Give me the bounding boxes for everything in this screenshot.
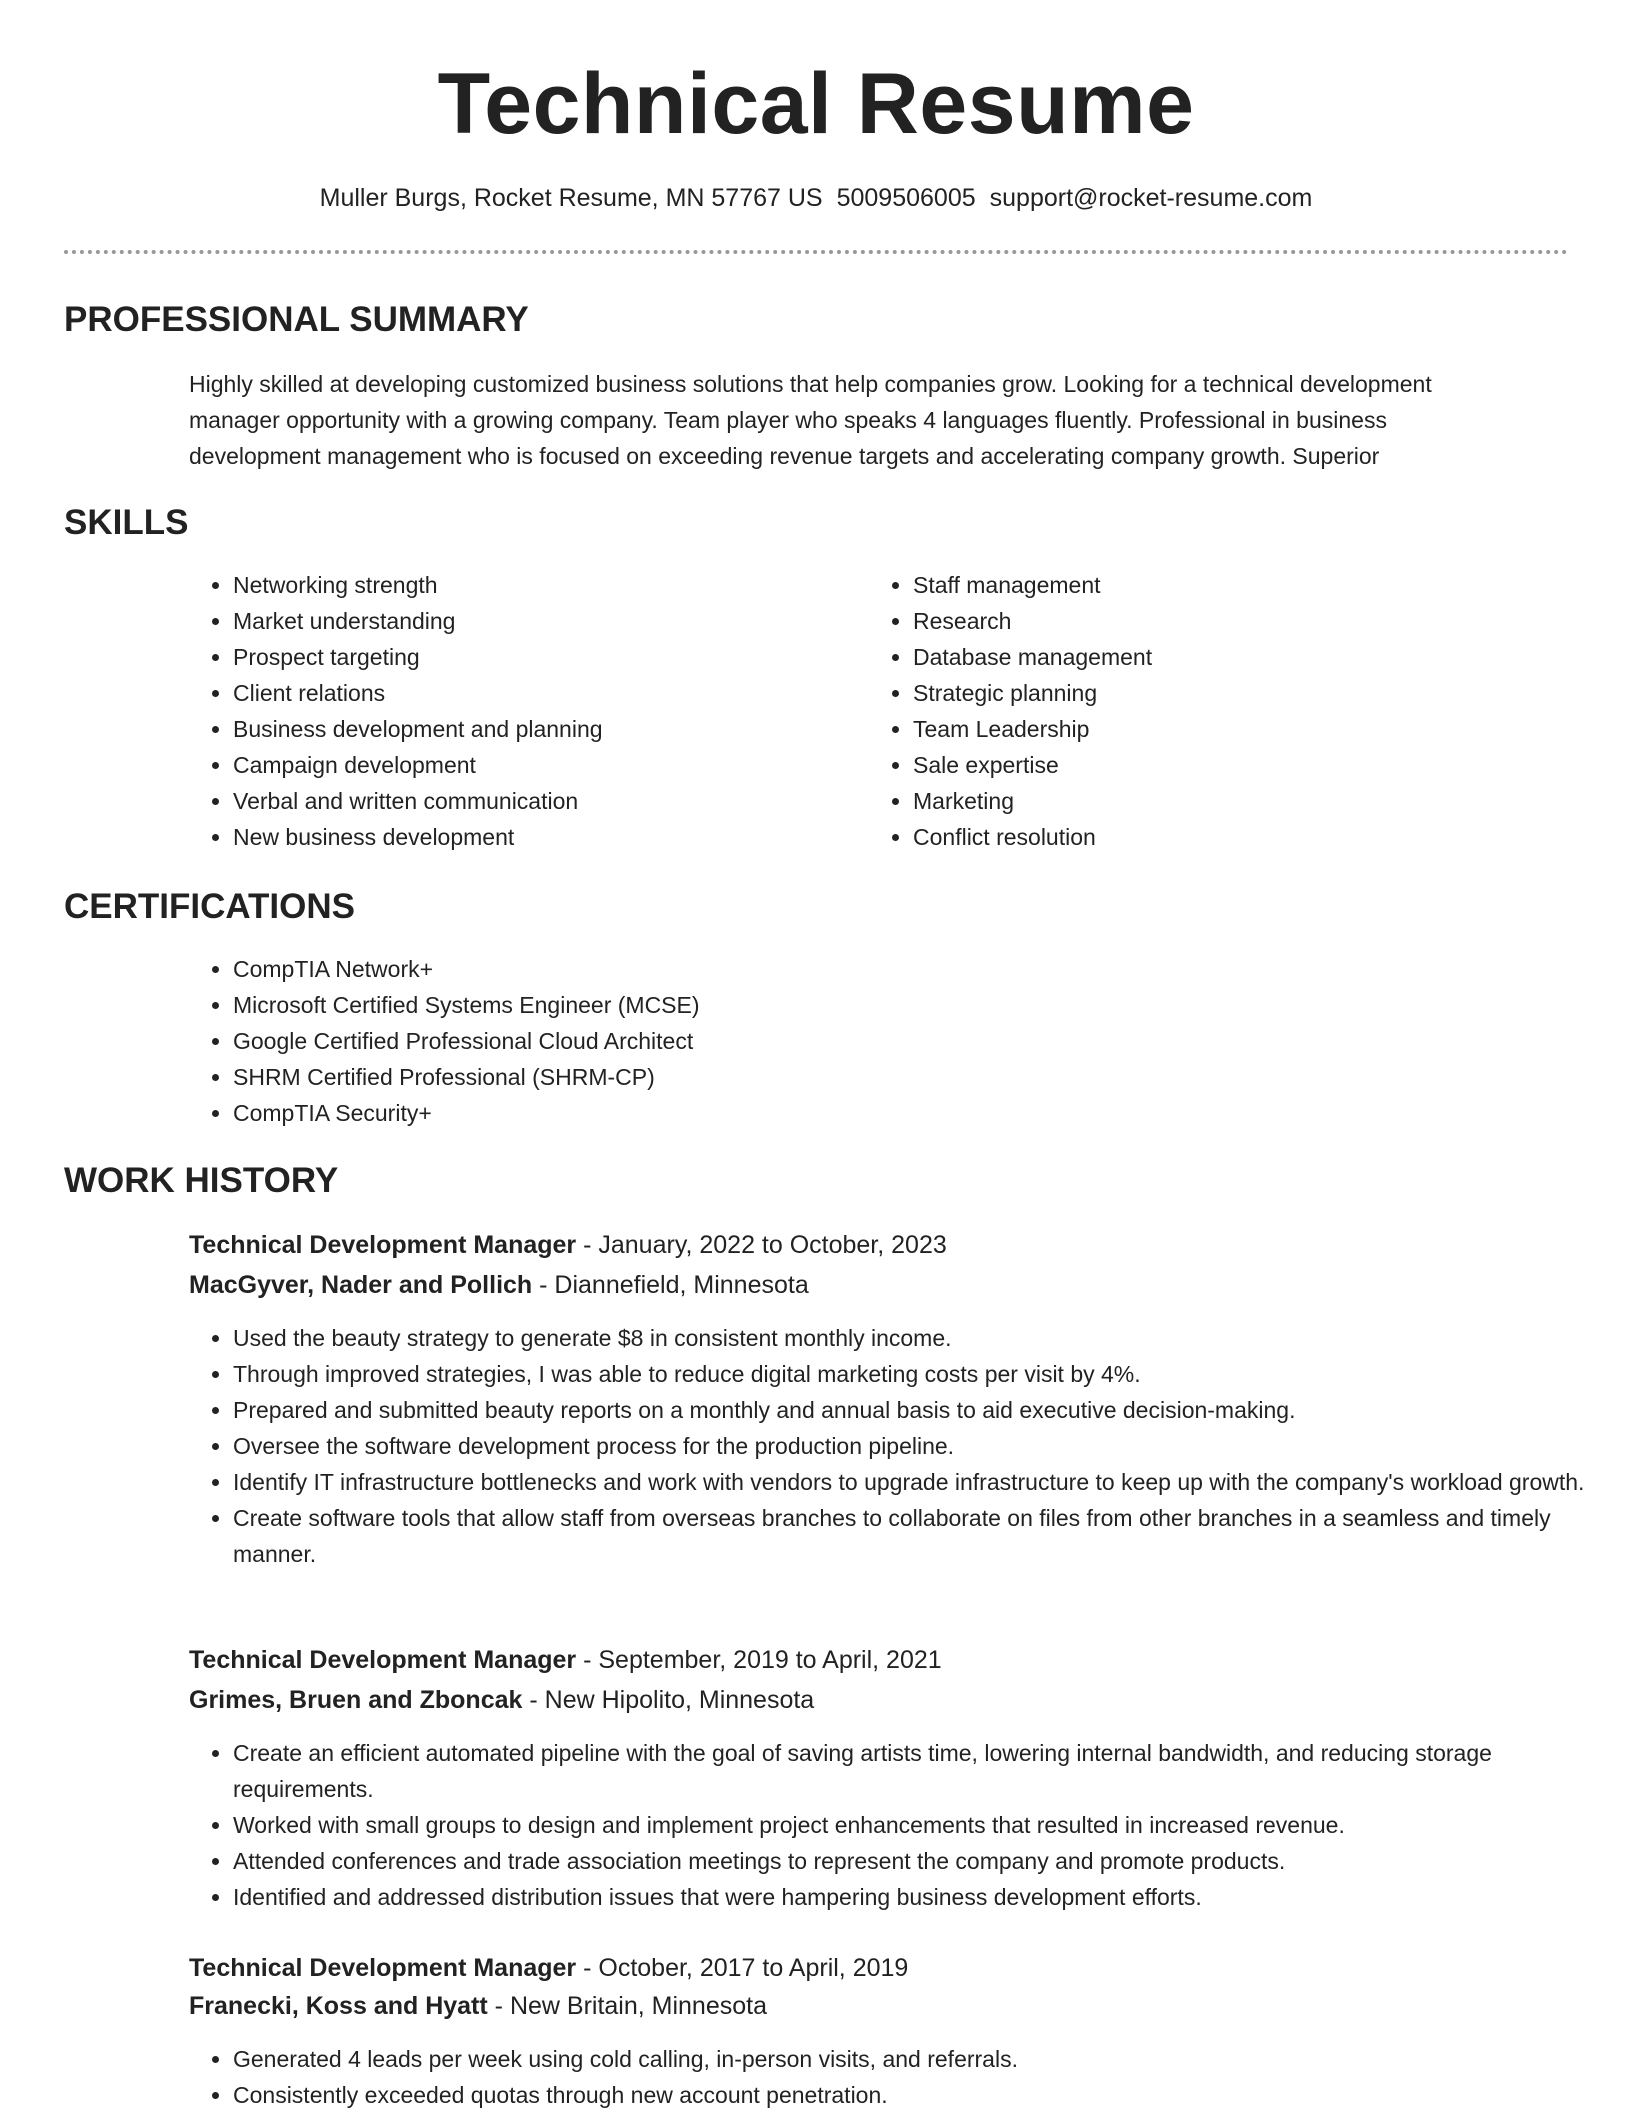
job-bullet: • Identify IT infrastructure bottlenecks and work with vendors to upgrade infrastructure to keep up with the company's workload growth. bbox=[233, 1464, 1613, 1500]
job-bullet: • Oversee the software development process for the production pipeline. bbox=[233, 1428, 1613, 1464]
contact-phone: 5009506005 bbox=[836, 184, 976, 212]
job-bullet: • Used the beauty strategy to generate $8 in consistent monthly income. bbox=[233, 1320, 1613, 1356]
skill-item: • Research bbox=[913, 603, 1533, 639]
skill-item: • Database management bbox=[913, 639, 1533, 675]
job-bullet: • Create software tools that allow staff from overseas branches to collaborate on files from other branches in a seamless and timely manner. bbox=[233, 1500, 1613, 1572]
summary-line: Highly skilled at developing customized business solutions that help companies grow. Looking for a technical development bbox=[189, 371, 1432, 397]
contact-line bbox=[0, 180, 1632, 216]
certification-item: • SHRM Certified Professional (SHRM-CP) bbox=[233, 1059, 1533, 1095]
summary-text bbox=[189, 366, 1569, 474]
certifications-list bbox=[189, 951, 1533, 1131]
job-company-line: Grimes, Bruen and Zboncak - New Hipolito, Minnesota bbox=[189, 1686, 815, 1714]
skill-item: • Marketing bbox=[913, 783, 1533, 819]
summary-heading: PROFESSIONAL SUMMARY bbox=[64, 300, 529, 339]
job-bullet: • Create an efficient automated pipeline with the goal of saving artists time, lowering internal bandwidth, and reducing storage requirements. bbox=[233, 1735, 1613, 1807]
job-bullet: • Generated 4 leads per week using cold calling, in-person visits, and referrals. bbox=[233, 2041, 1613, 2077]
contact-address: Muller Burgs, Rocket Resume, MN 57767 US bbox=[319, 184, 823, 212]
job-title-line: Technical Development Manager - January, 2022 to October, 2023 bbox=[189, 1231, 947, 1259]
skill-item: • Team Leadership bbox=[913, 711, 1533, 747]
job-title-line: Technical Development Manager - October, 2017 to April, 2019 bbox=[189, 1954, 909, 1982]
skill-item: • Strategic planning bbox=[913, 675, 1533, 711]
job-bullet: • Identified and addressed distribution issues that were hampering business development efforts. bbox=[233, 1879, 1613, 1915]
job-company: Grimes, Bruen and Zboncak bbox=[189, 1686, 523, 1714]
certifications-heading: CERTIFICATIONS bbox=[64, 887, 356, 926]
work-history-heading: WORK HISTORY bbox=[64, 1161, 339, 1200]
skill-item: • Networking strength bbox=[233, 567, 853, 603]
certification-item: • CompTIA Network+ bbox=[233, 951, 1533, 987]
job-title: Technical Development Manager bbox=[189, 1231, 577, 1259]
job-bullets bbox=[189, 1735, 1613, 1915]
skill-item: • Client relations bbox=[233, 675, 853, 711]
header-divider bbox=[64, 250, 1568, 254]
skill-item: • Prospect targeting bbox=[233, 639, 853, 675]
skill-item: • Sale expertise bbox=[913, 747, 1533, 783]
job-dates: October, 2017 to April, 2019 bbox=[598, 1954, 909, 1982]
job-location: New Britain, Minnesota bbox=[509, 1992, 767, 2020]
job-dates: January, 2022 to October, 2023 bbox=[598, 1231, 947, 1259]
certification-item: • Microsoft Certified Systems Engineer (MCSE) bbox=[233, 987, 1533, 1023]
skills-heading: SKILLS bbox=[64, 503, 189, 542]
skill-item: • New business development bbox=[233, 819, 853, 855]
job-bullet: • Through improved strategies, I was able to reduce digital marketing costs per visit by 4%. bbox=[233, 1356, 1613, 1392]
job-bullet: • Prepared and submitted beauty reports on a monthly and annual basis to aid executive decision-making. bbox=[233, 1392, 1613, 1428]
summary-line: development management who is focused on exceeding revenue targets and accelerating company growth. Superior bbox=[189, 443, 1380, 469]
job-location: Diannefield, Minnesota bbox=[554, 1271, 809, 1299]
summary-line: manager opportunity with a growing company. Team player who speaks 4 languages fluently. Professional in business bbox=[189, 407, 1387, 433]
job-bullet: • Worked with small groups to design and implement project enhancements that resulted in increased revenue. bbox=[233, 1807, 1613, 1843]
skills-list-left bbox=[189, 567, 853, 855]
skill-item: • Business development and planning bbox=[233, 711, 853, 747]
job-title: Technical Development Manager bbox=[189, 1646, 577, 1674]
skill-item: • Staff management bbox=[913, 567, 1533, 603]
job-bullet: • Consistently exceeded quotas through new account penetration. bbox=[233, 2077, 1613, 2112]
skill-item: • Market understanding bbox=[233, 603, 853, 639]
job-title-line: Technical Development Manager - September, 2019 to April, 2021 bbox=[189, 1646, 942, 1674]
resume-title: Technical Resume bbox=[437, 56, 1195, 152]
job-bullet: • Attended conferences and trade association meetings to represent the company and promote products. bbox=[233, 1843, 1613, 1879]
skill-item: • Conflict resolution bbox=[913, 819, 1533, 855]
skills-list-right bbox=[869, 567, 1533, 855]
skill-item: • Campaign development bbox=[233, 747, 853, 783]
contact-email: support@rocket-resume.com bbox=[989, 184, 1313, 212]
job-company-line: Franecki, Koss and Hyatt - New Britain, Minnesota bbox=[189, 1992, 767, 2020]
certification-item: • CompTIA Security+ bbox=[233, 1095, 1533, 1131]
job-bullets bbox=[189, 1320, 1613, 1572]
job-company: MacGyver, Nader and Pollich bbox=[189, 1271, 533, 1299]
job-company: Franecki, Koss and Hyatt bbox=[189, 1992, 488, 2020]
job-bullets bbox=[189, 2041, 1613, 2112]
job-dates: September, 2019 to April, 2021 bbox=[598, 1646, 942, 1674]
job-company-line: MacGyver, Nader and Pollich - Diannefield, Minnesota bbox=[189, 1271, 809, 1299]
certification-item: • Google Certified Professional Cloud Architect bbox=[233, 1023, 1533, 1059]
job-title: Technical Development Manager bbox=[189, 1954, 577, 1982]
skill-item: • Verbal and written communication bbox=[233, 783, 853, 819]
job-location: New Hipolito, Minnesota bbox=[544, 1686, 815, 1714]
